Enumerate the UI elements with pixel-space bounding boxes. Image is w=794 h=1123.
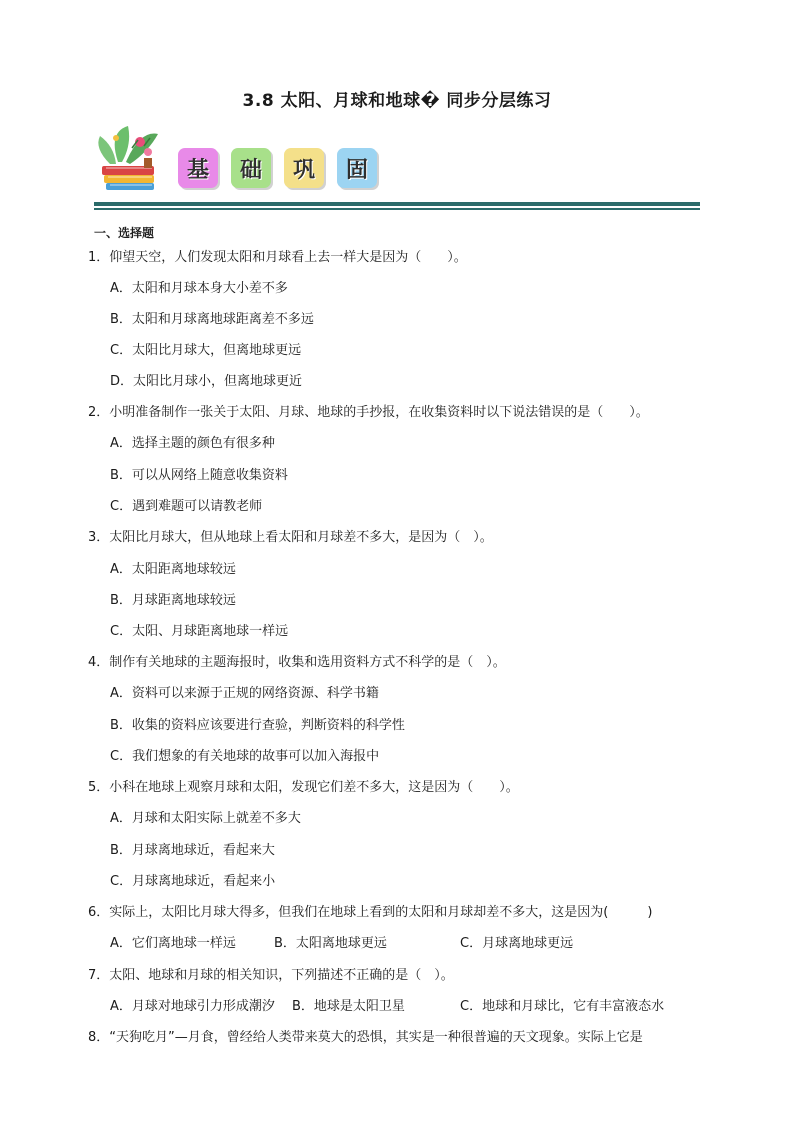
banner-tile-1: 基 [178,148,218,188]
books-plant-illustration [88,122,168,192]
option-5c: C．月球离地球近，看起来小 [110,874,276,889]
divider-thin [94,208,700,210]
option-2a: A．选择主题的颜色有很多种 [110,436,275,451]
option-6a: A．它们离地球一样远 [110,936,236,951]
question-3: 3．太阳比月球大，但从地球上看太阳和月球差不多大，是因为（ ）。 [88,530,493,545]
option-5a: A．月球和太阳实际上就差不多大 [110,811,301,826]
question-1: 1．仰望天空，人们发现太阳和月球看上去一样大是因为（ ）。 [88,250,467,265]
option-1d: D．太阳比月球小，但离地球更近 [110,374,303,389]
question-4: 4．制作有关地球的主题海报时，收集和选用资料方式不科学的是（ ）。 [88,655,506,670]
option-3c: C．太阳、月球距离地球一样远 [110,624,289,639]
question-5: 5．小科在地球上观察月球和太阳，发现它们差不多大，这是因为（ ）。 [88,780,519,795]
option-3a: A．太阳距离地球较远 [110,562,236,577]
question-7: 7．太阳、地球和月球的相关知识，下列描述不正确的是（ ）。 [88,968,454,983]
option-2b: B．可以从网络上随意收集资料 [110,468,288,483]
option-4c: C．我们想象的有关地球的故事可以加入海报中 [110,749,380,764]
option-6b: B．太阳离地球更远 [274,936,387,951]
option-2c: C．遇到难题可以请教老师 [110,499,263,514]
section-heading: 一、选择题 [94,226,155,240]
option-3b: B．月球距离地球较远 [110,593,236,608]
page-title: 3.8 太阳、月球和地球� 同步分层练习 [242,91,552,111]
option-6c: C．月球离地球更远 [460,936,574,951]
option-7b: B．地球是太阳卫星 [292,999,405,1014]
section-banner [88,122,388,194]
banner-tile-3: 巩 [284,148,324,188]
option-1c: C．太阳比月球大，但离地球更远 [110,343,302,358]
question-6: 6．实际上，太阳比月球大得多，但我们在地球上看到的太阳和月球却差不多大，这是因为( ) [88,905,653,920]
divider-thick [94,202,700,206]
option-4b: B．收集的资料应该要进行查验，判断资料的科学性 [110,718,405,733]
option-1a: A．太阳和月球本身大小差不多 [110,281,288,296]
option-5b: B．月球离地球近，看起来大 [110,843,275,858]
option-7a: A．月球对地球引力形成潮汐 [110,999,275,1014]
banner-tile-2: 础 [231,148,271,188]
option-4a: A．资料可以来源于正规的网络资源、科学书籍 [110,686,379,701]
question-2: 2．小明准备制作一张关于太阳、月球、地球的手抄报，在收集资料时以下说法错误的是（ ）。 [88,405,649,420]
banner-tile-4: 固 [337,148,377,188]
question-8: 8．“天狗吃月”—月食，曾经给人类带来莫大的恐惧，其实是一种很普遍的天文现象。实际上它是 [88,1030,643,1045]
option-1b: B．太阳和月球离地球距离差不多远 [110,312,314,327]
option-7c: C．地球和月球比，它有丰富液态水 [460,999,665,1014]
